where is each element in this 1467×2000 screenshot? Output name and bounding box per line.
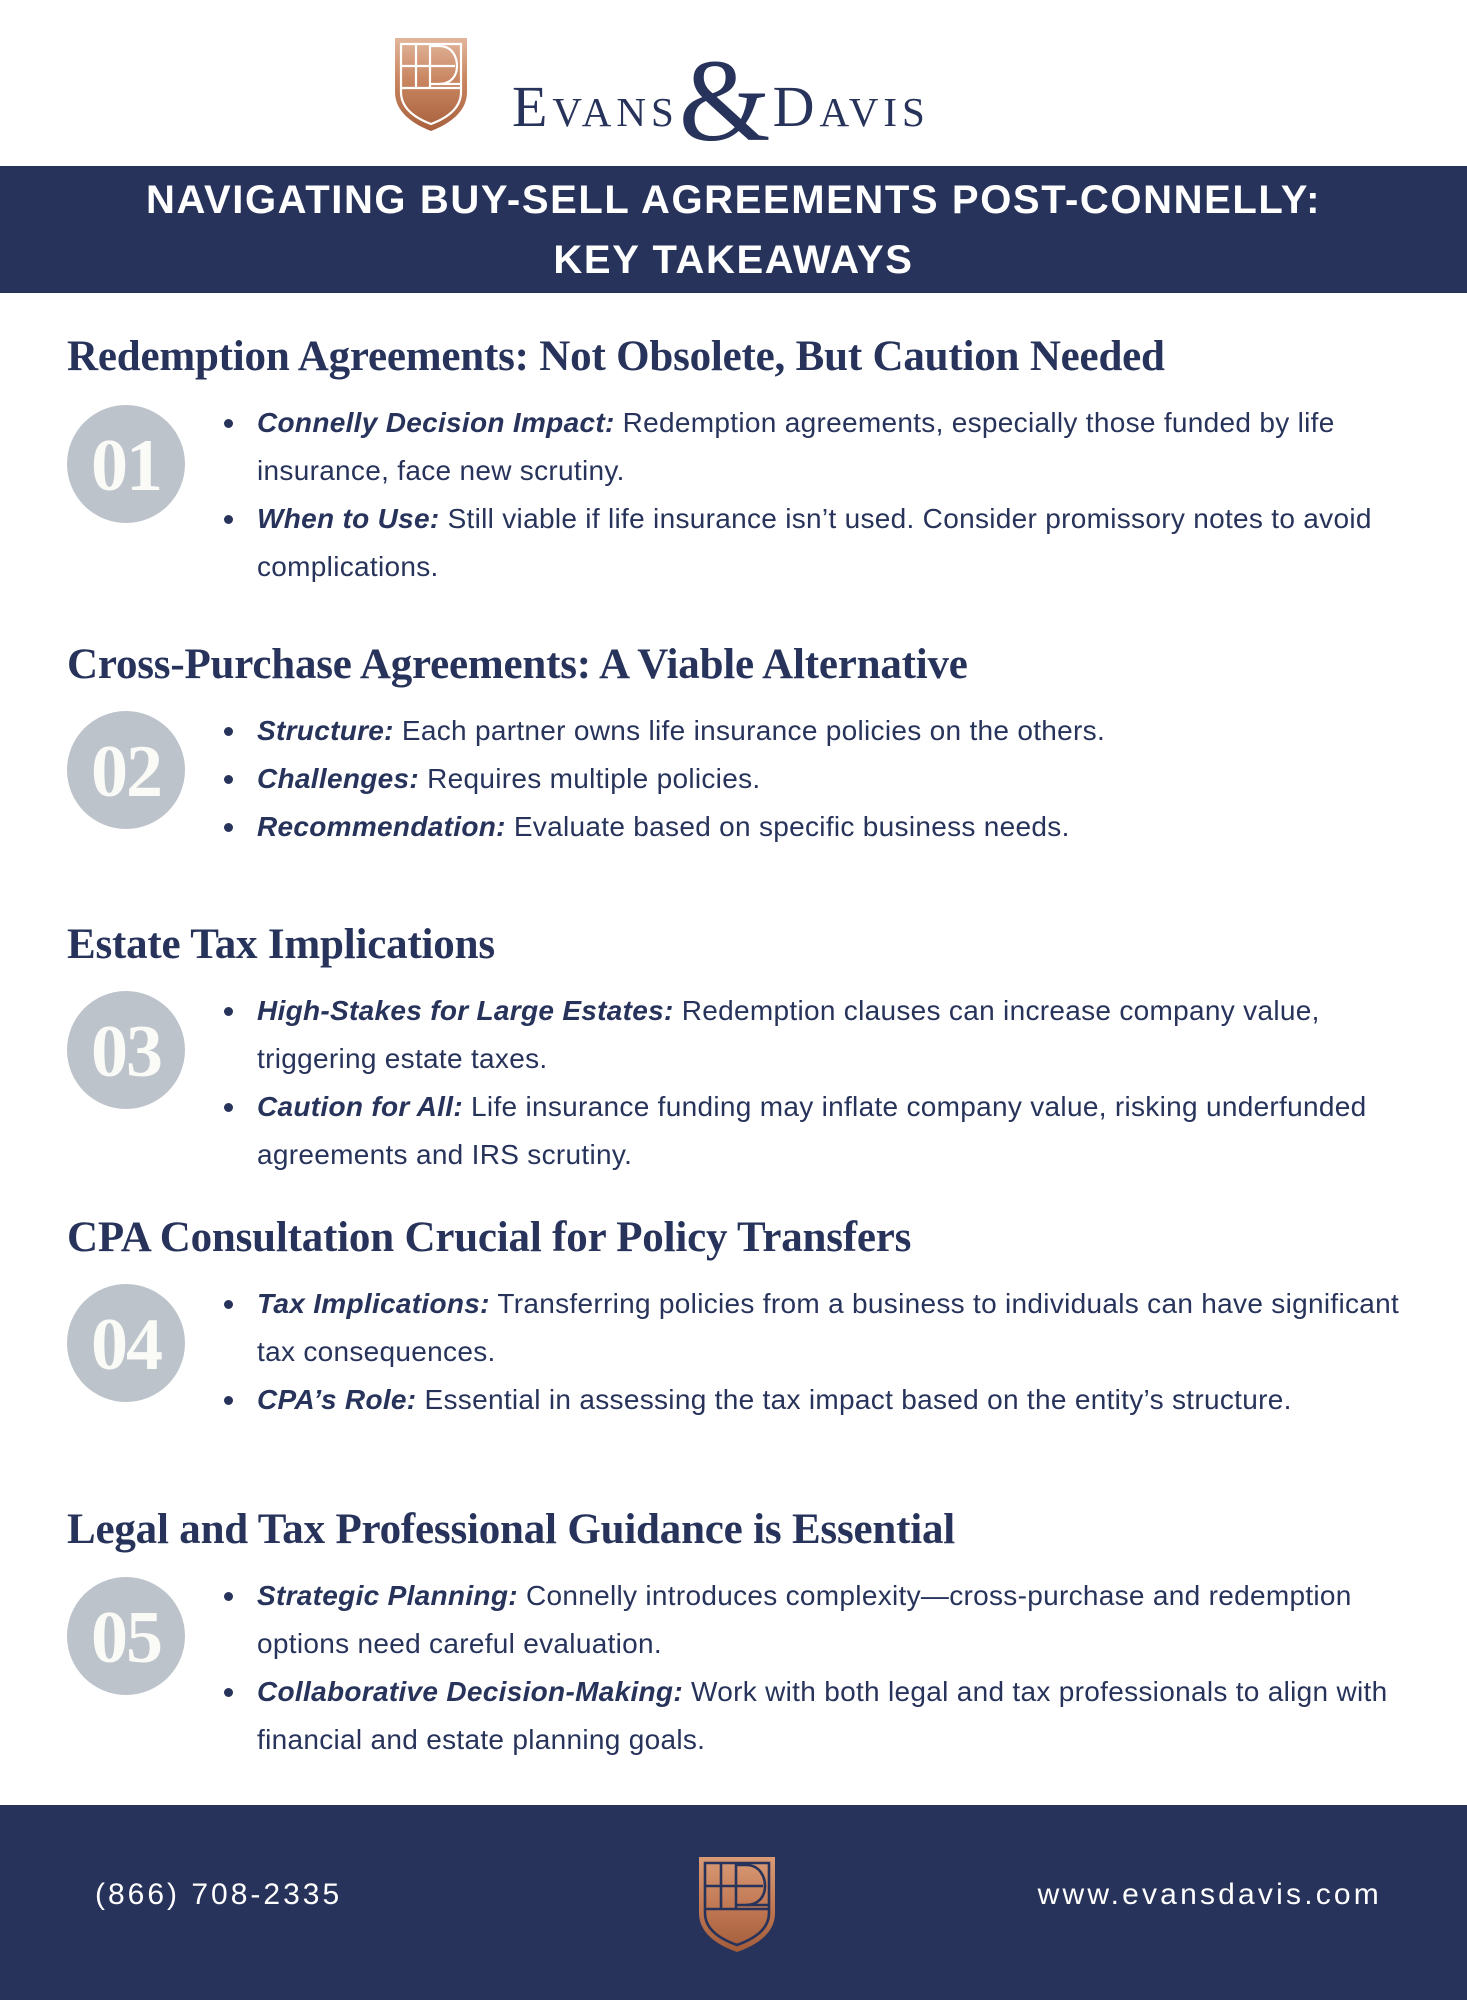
- list-item: [222, 707, 1402, 755]
- list-item: [222, 1083, 1402, 1179]
- bullet-text: Redemption clauses can increase company value, triggering estate taxes.: [257, 995, 1320, 1074]
- bullet-icon: [224, 1007, 233, 1016]
- list-item: [222, 399, 1402, 495]
- number-badge: [67, 991, 185, 1109]
- section-heading: Legal and Tax Professional Guidance is Essential: [67, 1506, 956, 1553]
- shield-monogram-icon: [697, 1855, 777, 1953]
- bullet-text: Redemption agreements, especially those funded by life insurance, face new scrutiny.: [257, 407, 1335, 486]
- number-badge-label: 02: [91, 731, 161, 813]
- bullet-icon: [224, 775, 233, 784]
- number-badge: [67, 711, 185, 829]
- number-badge-label: 05: [91, 1597, 161, 1679]
- list-item: [222, 755, 1402, 803]
- list-item: [222, 1668, 1402, 1764]
- section-heading: Cross-Purchase Agreements: A Viable Alternative: [67, 641, 968, 688]
- page-title-line-2: KEY TAKEAWAYS: [553, 237, 914, 282]
- bullet-icon: [224, 515, 233, 524]
- list-item: [222, 1376, 1402, 1424]
- bullet-label: Structure:: [257, 715, 394, 746]
- bullet-text: Requires multiple policies.: [419, 763, 761, 794]
- bullet-icon: [224, 727, 233, 736]
- bullet-label: Recommendation:: [257, 811, 506, 842]
- bullet-text: Connelly introduces complexity—cross-purchase and redemption options need careful evaluation.: [257, 1580, 1352, 1659]
- bullet-label: When to Use:: [257, 503, 440, 534]
- website-link[interactable]: www.evansdavis.com: [1037, 1878, 1382, 1911]
- brand-wordmark: [512, 35, 930, 166]
- list-item: [222, 987, 1402, 1083]
- section-heading: CPA Consultation Crucial for Policy Transfers: [67, 1214, 912, 1261]
- bullet-text: Life insurance funding may inflate company value, risking underfunded agreements and IRS scrutiny.: [257, 1091, 1367, 1170]
- number-badge: [67, 1284, 185, 1402]
- section-heading: Estate Tax Implications: [67, 921, 495, 968]
- bullet-list: [222, 399, 1402, 591]
- logo-header: [0, 0, 1467, 166]
- bullet-label: High-Stakes for Large Estates:: [257, 995, 674, 1026]
- bullet-text: Transferring policies from a business to individuals can have significant tax consequences.: [257, 1288, 1400, 1367]
- number-badge-label: 04: [91, 1304, 161, 1386]
- bullet-label: Tax Implications:: [257, 1288, 490, 1319]
- number-badge-label: 03: [91, 1011, 161, 1093]
- bullet-icon: [224, 419, 233, 428]
- bullet-label: Strategic Planning:: [257, 1580, 518, 1611]
- number-badge-label: 01: [91, 425, 161, 507]
- brand-name-right: Davis: [772, 74, 930, 139]
- bullet-text: Essential in assessing the tax impact based on the entity’s structure.: [416, 1384, 1292, 1415]
- shield-monogram-icon: [393, 36, 469, 132]
- bullet-list: [222, 987, 1402, 1179]
- bullet-icon: [224, 1396, 233, 1405]
- list-item: [222, 803, 1402, 851]
- page-title-line-1: NAVIGATING BUY-SELL AGREEMENTS POST-CONNELLY:: [145, 177, 1322, 222]
- bullet-icon: [224, 1592, 233, 1601]
- bullet-icon: [224, 1300, 233, 1309]
- bullet-label: CPA’s Role:: [257, 1384, 417, 1415]
- list-item: [222, 1572, 1402, 1668]
- bullet-icon: [224, 1688, 233, 1697]
- phone-link[interactable]: (866) 708-2335: [95, 1878, 343, 1911]
- bullet-list: [222, 1572, 1402, 1764]
- bullet-text: Each partner owns life insurance policies on the others.: [393, 715, 1106, 746]
- bullet-label: Challenges:: [257, 763, 420, 794]
- list-item: [222, 1280, 1402, 1376]
- bullet-list: [222, 707, 1402, 851]
- bullet-text: Work with both legal and tax professionals to align with financial and estate planning goals.: [257, 1676, 1388, 1755]
- bullet-list: [222, 1280, 1402, 1424]
- section-heading: Redemption Agreements: Not Obsolete, But Caution Needed: [67, 333, 1165, 380]
- footer: [0, 1805, 1467, 2000]
- number-badge: [67, 1577, 185, 1695]
- bullet-icon: [224, 823, 233, 832]
- brand-ampersand: &: [678, 35, 771, 166]
- brand-name-left: Evans: [512, 74, 679, 139]
- number-badge: [67, 405, 185, 523]
- title-banner: [0, 166, 1467, 293]
- bullet-text: Still viable if life insurance isn’t used. Consider promissory notes to avoid complications.: [257, 503, 1372, 582]
- bullet-label: Collaborative Decision-Making:: [257, 1676, 683, 1707]
- bullet-label: Caution for All:: [257, 1091, 463, 1122]
- bullet-text: Evaluate based on specific business needs.: [505, 811, 1070, 842]
- bullet-icon: [224, 1103, 233, 1112]
- list-item: [222, 495, 1402, 591]
- bullet-label: Connelly Decision Impact:: [257, 407, 615, 438]
